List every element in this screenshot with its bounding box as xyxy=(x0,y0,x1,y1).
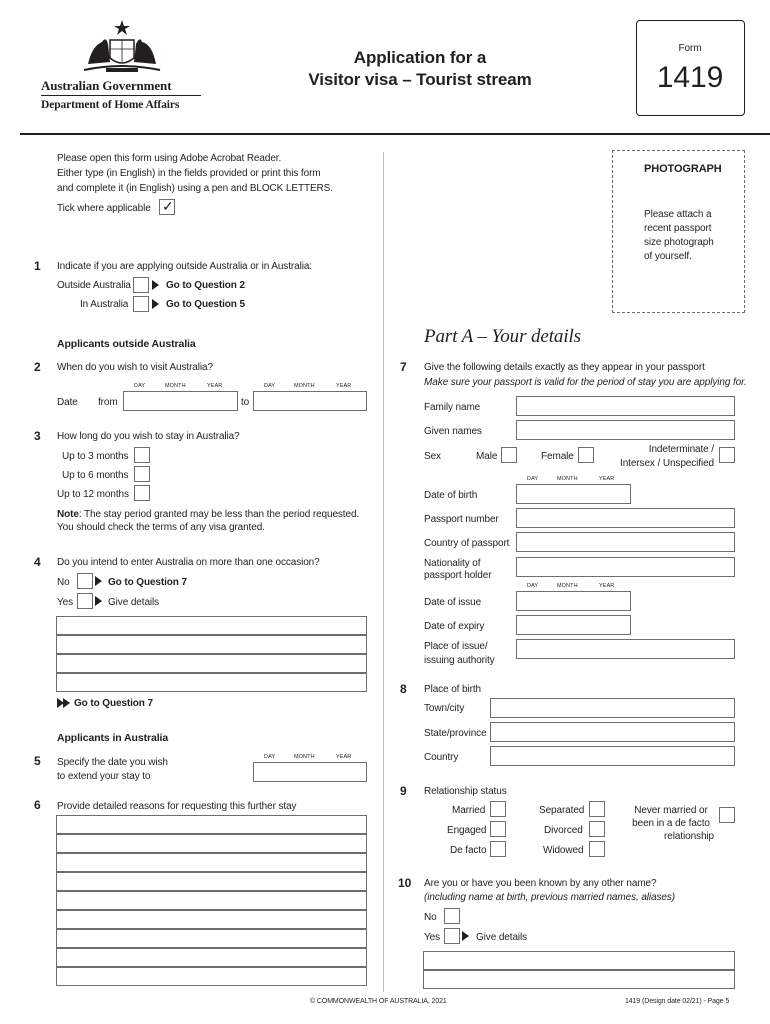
q6-reason-line-7[interactable] xyxy=(56,929,367,948)
q6-text: Provide detailed reasons for requesting this further stay xyxy=(57,801,297,812)
q9-number: 9 xyxy=(400,784,407,798)
given-names-label: Given names xyxy=(424,426,482,437)
tick-example-box xyxy=(159,199,175,215)
photo-title: PHOTOGRAPH xyxy=(644,163,722,175)
q4-no-goto: Go to Question 7 xyxy=(108,577,187,588)
form-number: 1419 xyxy=(656,61,724,94)
arrow-icon xyxy=(152,299,159,309)
section-outside-heading: Applicants outside Australia xyxy=(57,338,196,350)
q3-opt2-label: Up to 6 months xyxy=(62,470,129,481)
arrow-icon xyxy=(152,280,159,290)
q5-date-input[interactable] xyxy=(253,762,367,782)
q3-opt1-checkbox[interactable] xyxy=(134,447,150,463)
photo-line1: Please attach a xyxy=(644,209,712,220)
q2-text: When do you wish to visit Australia? xyxy=(57,362,213,373)
family-name-label: Family name xyxy=(424,402,481,413)
q6-reason-line-8[interactable] xyxy=(56,948,367,967)
q8-number: 8 xyxy=(400,682,407,696)
q1-outside-checkbox[interactable] xyxy=(133,277,149,293)
photo-line3: size photograph xyxy=(644,237,714,248)
q4-yes-label: Yes xyxy=(57,597,74,608)
q2-date-label: Date xyxy=(57,397,78,408)
q1-inside-goto: Go to Question 5 xyxy=(166,299,245,310)
q6-reason-line-2[interactable] xyxy=(56,834,367,853)
dob-year-hint: YEAR xyxy=(599,476,615,482)
birth-country-label: Country xyxy=(424,752,459,763)
q6-reason-line-6[interactable] xyxy=(56,910,367,929)
q10-text: Are you or have you been known by any other name? xyxy=(424,878,657,889)
q2-number: 2 xyxy=(34,360,41,374)
q10-details-line-2[interactable] xyxy=(423,970,735,989)
q2-from-year-hint: YEAR xyxy=(207,383,223,389)
q2-to-day-hint: DAY xyxy=(264,383,276,389)
date-of-expiry-label: Date of expiry xyxy=(424,621,485,632)
q2-from-month-hint: MONTH xyxy=(165,383,186,389)
q4-yes-goto: Give details xyxy=(108,597,160,608)
place-of-issue-input[interactable] xyxy=(516,639,735,659)
q10-number: 10 xyxy=(398,876,412,890)
defacto-checkbox[interactable] xyxy=(490,841,506,857)
q4-yes-checkbox[interactable] xyxy=(77,593,93,609)
q4-details-line-4[interactable] xyxy=(56,673,367,692)
nationality-line1: Nationality of xyxy=(424,558,481,569)
form-title-line1: Application for a xyxy=(353,48,487,67)
nationality-input[interactable] xyxy=(516,557,735,577)
form-label: Form xyxy=(678,43,702,54)
dob-label: Date of birth xyxy=(424,490,478,501)
intro-line3: and complete it (in English) using a pen and BLOCK LETTERS. xyxy=(57,183,333,194)
q1-text: Indicate if you are applying outside Australia or in Australia: xyxy=(57,261,312,272)
country-of-passport-input[interactable] xyxy=(516,532,735,552)
q10-subtext: (including name at birth, previous married names, aliases) xyxy=(424,892,675,903)
footer-copyright: © COMMONWEALTH OF AUSTRALIA, 2021 xyxy=(310,998,447,1005)
state-province-input[interactable] xyxy=(490,722,735,742)
divorced-label: Divorced xyxy=(544,825,583,836)
nationality-line2: passport holder xyxy=(424,570,492,581)
q3-opt3-checkbox[interactable] xyxy=(134,485,150,501)
q2-to-date-input[interactable] xyxy=(253,391,367,411)
q6-reason-line-9[interactable] xyxy=(56,967,367,986)
sex-male-checkbox[interactable] xyxy=(501,447,517,463)
place-of-issue-line1: Place of issue/ xyxy=(424,641,488,652)
q6-number: 6 xyxy=(34,798,41,812)
issue-month-hint: MONTH xyxy=(557,583,578,589)
form-title-line2: Visitor visa – Tourist stream xyxy=(308,70,532,89)
q10-yes-checkbox[interactable] xyxy=(444,928,460,944)
q3-number: 3 xyxy=(34,429,41,443)
q7-number: 7 xyxy=(400,360,407,374)
q2-to-month-hint: MONTH xyxy=(294,383,315,389)
q6-reason-line-5[interactable] xyxy=(56,891,367,910)
q5-line1: Specify the date you wish xyxy=(57,757,168,768)
q6-reason-line-1[interactable] xyxy=(56,815,367,834)
q5-year-hint: YEAR xyxy=(336,754,352,760)
department-name: Department of Home Affairs xyxy=(41,99,180,111)
given-names-input[interactable] xyxy=(516,420,735,440)
q4-no-label: No xyxy=(57,577,70,588)
state-province-label: State/province xyxy=(424,728,487,739)
q4-number: 4 xyxy=(34,555,41,569)
never-married-line2: been in a de facto xyxy=(632,818,710,829)
q5-month-hint: MONTH xyxy=(294,754,315,760)
gov-divider xyxy=(41,95,201,96)
q1-number: 1 xyxy=(34,259,41,273)
tick-label: Tick where applicable xyxy=(57,203,151,214)
town-city-input[interactable] xyxy=(490,698,735,718)
birth-country-input[interactable] xyxy=(490,746,735,766)
q10-no-label: No xyxy=(424,912,437,923)
passport-number-label: Passport number xyxy=(424,514,499,525)
coat-of-arms-icon xyxy=(80,18,164,76)
sex-label: Sex xyxy=(424,451,441,462)
gov-name: Australian Government xyxy=(41,78,172,93)
q7-text: Give the following details exactly as they appear in your passport xyxy=(424,362,705,373)
q3-note-bold: Note xyxy=(57,509,79,520)
header-rule xyxy=(20,133,770,135)
q9-text: Relationship status xyxy=(424,786,507,797)
sex-indeterminate-line2: Intersex / Unspecified xyxy=(620,458,714,469)
widowed-checkbox[interactable] xyxy=(589,841,605,857)
sex-female-label: Female xyxy=(541,451,574,462)
country-of-passport-label: Country of passport xyxy=(424,538,510,549)
form-number-box xyxy=(636,20,745,116)
engaged-checkbox[interactable] xyxy=(490,821,506,837)
never-married-line1: Never married or xyxy=(634,805,708,816)
sex-indeterminate-line1: Indeterminate / xyxy=(648,444,714,455)
q2-from-label: from xyxy=(98,397,118,408)
defacto-label: De facto xyxy=(450,845,487,856)
family-name-input[interactable] xyxy=(516,396,735,416)
separated-label: Separated xyxy=(539,805,585,816)
q10-yes-goto: Give details xyxy=(476,932,528,943)
q4-goto-after: Go to Question 7 xyxy=(74,698,153,709)
q4-text: Do you intend to enter Australia on more than one occasion? xyxy=(57,557,320,568)
dob-month-hint: MONTH xyxy=(557,476,578,482)
q1-inside-label: In Australia xyxy=(80,299,129,310)
q1-outside-label: Outside Australia xyxy=(57,280,131,291)
intro-line1: Please open this form using Adobe Acrobat Reader. xyxy=(57,153,282,164)
sex-female-checkbox[interactable] xyxy=(578,447,594,463)
q4-no-checkbox[interactable] xyxy=(77,573,93,589)
place-of-issue-line2: issuing authority xyxy=(424,655,495,666)
issue-year-hint: YEAR xyxy=(599,583,615,589)
town-city-label: Town/city xyxy=(424,703,465,714)
engaged-label: Engaged xyxy=(447,825,487,836)
q8-text: Place of birth xyxy=(424,684,481,695)
date-of-expiry-input[interactable] xyxy=(516,615,631,635)
q7-subtext: Make sure your passport is valid for the period of stay you are applying for. xyxy=(424,377,747,388)
issue-day-hint: DAY xyxy=(527,583,539,589)
q2-to-label: to xyxy=(241,397,250,408)
q5-line2: to extend your stay to xyxy=(57,771,151,782)
never-married-line3: relationship xyxy=(664,831,714,842)
q5-day-hint: DAY xyxy=(264,754,276,760)
sex-indeterminate-checkbox[interactable] xyxy=(719,447,735,463)
q2-from-day-hint: DAY xyxy=(134,383,146,389)
footer-page: 1419 (Design date 02/21) - Page 5 xyxy=(625,998,730,1005)
q3-text: How long do you wish to stay in Australia? xyxy=(57,431,240,442)
column-divider xyxy=(383,152,384,992)
q10-yes-label: Yes xyxy=(424,932,441,943)
divorced-checkbox[interactable] xyxy=(589,821,605,837)
never-married-checkbox[interactable] xyxy=(719,807,735,823)
part-a-heading: Part A – Your details xyxy=(424,326,581,347)
passport-number-input[interactable] xyxy=(516,508,735,528)
q10-no-checkbox[interactable] xyxy=(444,908,460,924)
tick-mark-icon: ✓ xyxy=(162,198,174,214)
q10-details-line-1[interactable] xyxy=(423,951,735,970)
q3-note-line2: You should check the terms of any visa granted. xyxy=(57,522,265,533)
q4-details-line-3[interactable] xyxy=(56,654,367,673)
section-inside-heading: Applicants in Australia xyxy=(57,732,169,744)
separated-checkbox[interactable] xyxy=(589,801,605,817)
date-of-issue-input[interactable] xyxy=(516,591,631,611)
q4-details-line-1[interactable] xyxy=(56,616,367,635)
q3-note-text: : The stay period granted may be less than the period requested. xyxy=(78,509,360,520)
q2-to-year-hint: YEAR xyxy=(336,383,352,389)
q3-opt1-label: Up to 3 months xyxy=(62,451,129,462)
q2-from-date-input[interactable] xyxy=(123,391,238,411)
double-arrow-icon xyxy=(63,698,70,708)
photo-line2: recent passport xyxy=(644,223,712,234)
arrow-icon xyxy=(462,931,469,941)
photo-line4: of yourself. xyxy=(644,251,692,262)
q6-reason-line-4[interactable] xyxy=(56,872,367,891)
married-label: Married xyxy=(452,805,486,816)
q1-inside-checkbox[interactable] xyxy=(133,296,149,312)
dob-input[interactable] xyxy=(516,484,631,504)
q1-outside-goto: Go to Question 2 xyxy=(166,280,245,291)
q3-note-line1 xyxy=(57,509,359,520)
q4-details-line-2[interactable] xyxy=(56,635,367,654)
sex-male-label: Male xyxy=(476,451,498,462)
married-checkbox[interactable] xyxy=(490,801,506,817)
photo-box xyxy=(612,150,745,313)
arrow-icon xyxy=(95,576,102,586)
q3-opt3-label: Up to 12 months xyxy=(57,489,129,500)
q3-opt2-checkbox[interactable] xyxy=(134,466,150,482)
date-of-issue-label: Date of issue xyxy=(424,597,482,608)
arrow-icon xyxy=(95,596,102,606)
widowed-label: Widowed xyxy=(543,845,584,856)
intro-line2: Either type (in English) in the fields provided or print this form xyxy=(57,168,321,179)
dob-day-hint: DAY xyxy=(527,476,539,482)
q6-reason-line-3[interactable] xyxy=(56,853,367,872)
q5-number: 5 xyxy=(34,754,41,768)
